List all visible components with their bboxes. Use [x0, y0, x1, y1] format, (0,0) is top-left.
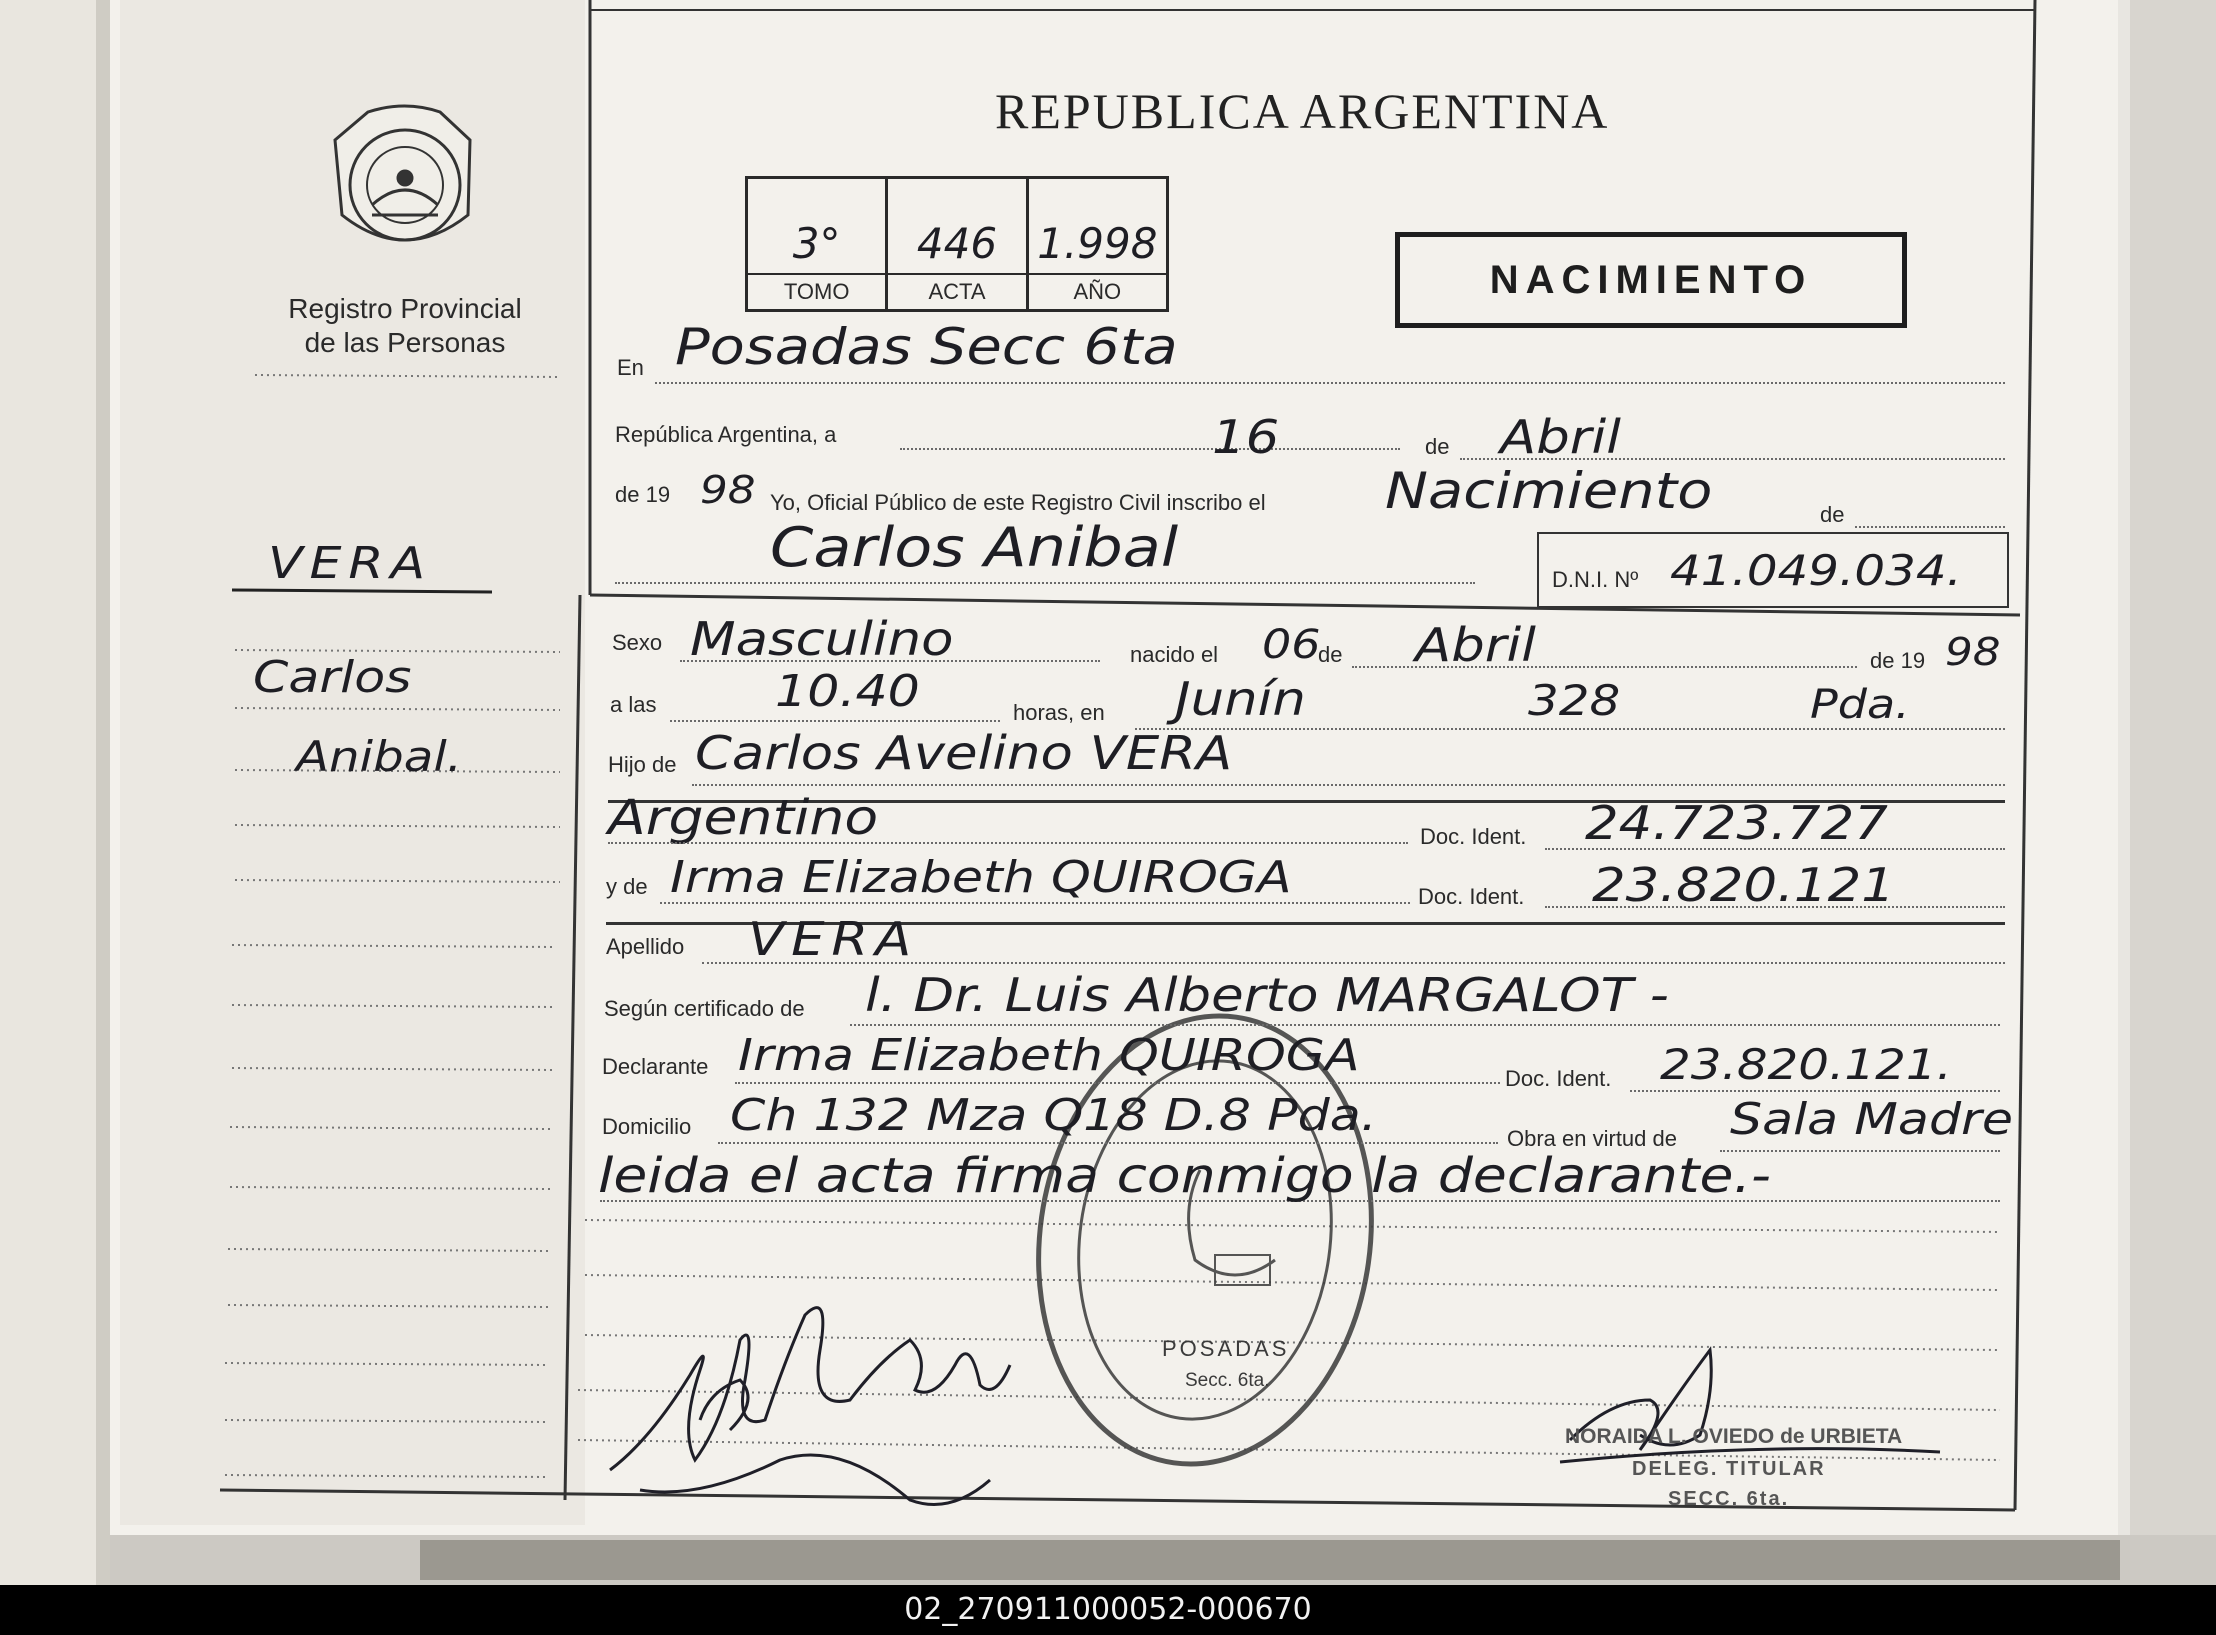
margin-surname: VERA: [268, 538, 432, 589]
hora-line: [670, 720, 1000, 722]
document-type-box: NACIMIENTO: [1395, 232, 1907, 328]
padre-line: [692, 784, 2005, 786]
tomo-cell: [748, 179, 888, 309]
segun-value: l. Dr. Luis Alberto MARGALOT -: [865, 968, 1669, 1022]
day-line: [900, 448, 1400, 450]
de2-label: de: [1820, 502, 1845, 527]
sexo-label: Sexo: [612, 630, 663, 655]
declarante-doc-value: 23.820.121.: [1660, 1040, 1952, 1089]
registry-line1: Registro Provincial: [288, 293, 522, 324]
padre-doc-value: 24.723.727: [1585, 796, 1888, 850]
sexo-value: Masculino: [690, 612, 954, 666]
province-seal-icon: [335, 106, 470, 240]
leida-value: leida el acta firma conmigo la declarante.-: [598, 1148, 1771, 1204]
en-line: [655, 382, 2005, 384]
dni-value: 41.049.034.: [1670, 546, 1962, 595]
de2-line: [1855, 526, 2005, 528]
lugar-line: [1135, 728, 2005, 730]
declarante-doc-label: Doc. Ident.: [1505, 1066, 1612, 1091]
nacido-label: nacido el: [1130, 642, 1219, 667]
inscribo-value: Nacimiento: [1385, 462, 1713, 520]
apellido-label: Apellido: [606, 934, 685, 959]
child-name-line: [615, 582, 1475, 584]
padre-doc-label: Doc. Ident.: [1420, 824, 1527, 849]
lugar-city-value: Pda.: [1810, 682, 1910, 728]
segun-line: [850, 1024, 2000, 1026]
tomo-value: 3°: [792, 219, 841, 268]
padre-value: Carlos Avelino VERA: [695, 726, 1233, 780]
declarante-label: Declarante: [602, 1054, 709, 1079]
inscribo-label: Yo, Oficial Público de este Registro Civil inscribo el: [770, 490, 1266, 515]
document-title: REPUBLICA ARGENTINA: [995, 83, 1610, 139]
nacido-month-value: Abril: [1415, 618, 1536, 672]
padre-nacionalidad-value: Argentino: [608, 790, 879, 846]
declarante-doc-line: [1630, 1090, 2000, 1092]
margin-name-line2: Anibal.: [296, 732, 463, 781]
margin-name-line1: Carlos: [253, 652, 412, 703]
segun-label: Según certificado de: [604, 996, 805, 1021]
officer-role: DELEG. TITULAR: [1632, 1458, 1826, 1480]
lugar-value: Junín: [1175, 672, 1306, 726]
year-suffix-value: 98: [700, 468, 756, 512]
republica-label: República Argentina, a: [615, 422, 837, 447]
madre-doc-value: 23.820.121: [1592, 858, 1895, 912]
yde-label: y de: [606, 874, 648, 899]
madre-value: Irma Elizabeth QUIROGA: [670, 852, 1292, 903]
en-value: Posadas Secc 6ta: [675, 318, 1178, 376]
registry-name: [265, 292, 545, 360]
de3-label: de: [1318, 642, 1343, 667]
alas-label: a las: [610, 692, 657, 717]
acta-cell: [888, 179, 1028, 309]
madre-doc-label: Doc. Ident.: [1418, 884, 1525, 909]
hijo-label: Hijo de: [608, 752, 677, 777]
de-label: de: [1425, 434, 1450, 459]
obra-label: Obra en virtud de: [1507, 1126, 1677, 1151]
officer-name: NORAIDA L. OVIEDO de URBIETA: [1565, 1425, 1903, 1448]
domicilio-label: Domicilio: [602, 1114, 692, 1139]
dni-label: D.N.I. Nº: [1552, 567, 1639, 592]
anio-label: AÑO: [1029, 273, 1166, 309]
month-value: Abril: [1500, 410, 1621, 464]
record-number-box: [745, 176, 1169, 312]
anio-value: 1.998: [1037, 219, 1158, 268]
declarante-line: [735, 1082, 1500, 1084]
child-name-value: Carlos Anibal: [770, 516, 1179, 579]
anio-cell: [1029, 179, 1166, 309]
stamp-section: Secc. 6ta.: [1185, 1370, 1270, 1391]
year-prefix-label: de 19: [615, 482, 671, 507]
day-value: 16: [1212, 410, 1280, 464]
en-label: En: [617, 355, 644, 380]
registry-line2: de las Personas: [304, 327, 506, 358]
de19-label: de 19: [1870, 648, 1926, 673]
declarante-value: Irma Elizabeth QUIROGA: [738, 1030, 1360, 1081]
tomo-label: TOMO: [748, 273, 885, 309]
domicilio-line: [718, 1142, 1498, 1144]
horas-label: horas, en: [1013, 700, 1105, 725]
officer-section: SECC. 6ta.: [1668, 1488, 1790, 1510]
image-caption: 02_270911000052-000670: [0, 1585, 2216, 1635]
stamp-city: POSADAS: [1162, 1336, 1290, 1361]
padre-nac-line: [608, 842, 1408, 844]
hora-value: 10.40: [775, 666, 920, 717]
obra-value: Sala Madre: [1730, 1094, 2014, 1145]
acta-label: ACTA: [888, 273, 1025, 309]
nacido-year-value: 98: [1945, 630, 2001, 674]
acta-value: 446: [916, 219, 998, 268]
domicilio-value: Ch 132 Mza Q18 D.8 Pda.: [730, 1090, 1377, 1141]
nacido-day-value: 06: [1262, 622, 1321, 668]
lugar-num-value: 328: [1528, 676, 1621, 725]
apellido-value: VERA: [748, 912, 919, 966]
